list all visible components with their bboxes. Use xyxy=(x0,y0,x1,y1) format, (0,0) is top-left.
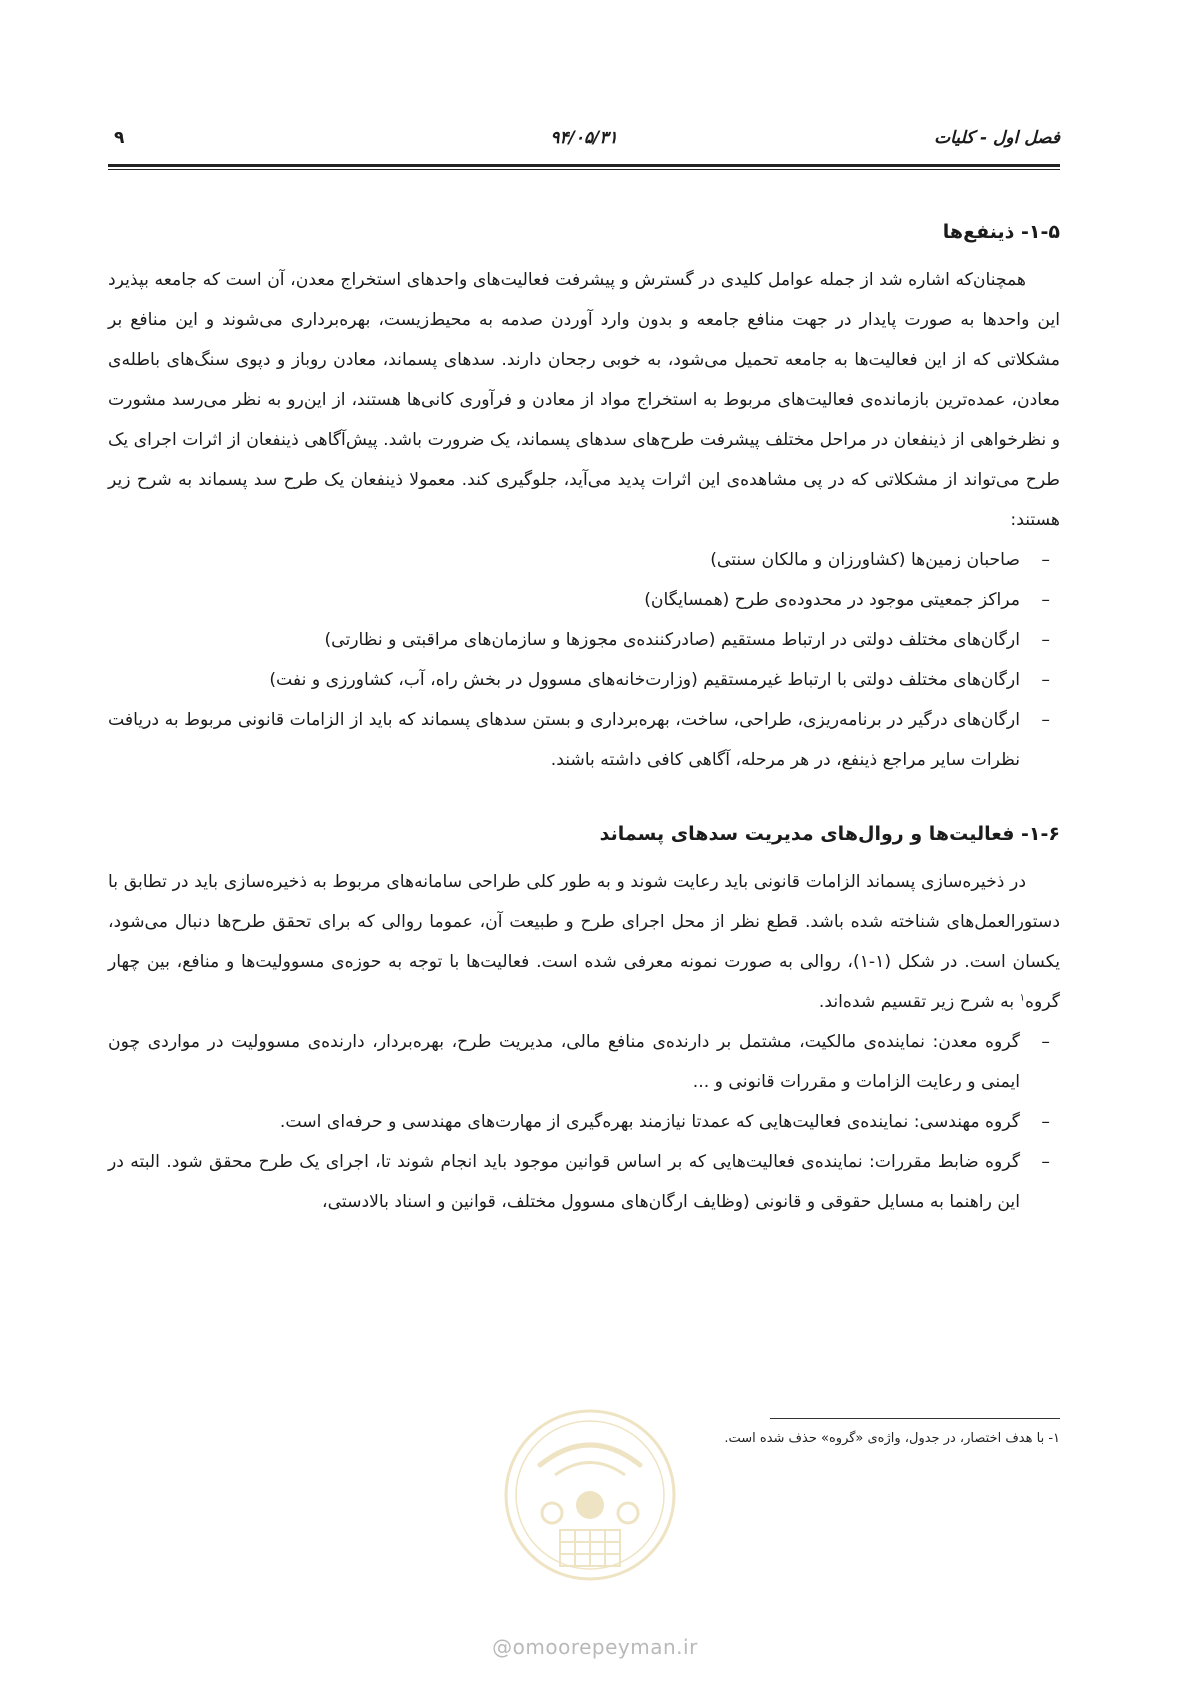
watermark-logo xyxy=(500,1405,680,1585)
dash-bullet: – xyxy=(1041,630,1050,650)
footnote-divider xyxy=(770,1418,1060,1419)
dash-bullet: – xyxy=(1041,670,1050,690)
section-title: ۱-۵- ذینفع‌ها xyxy=(942,221,1060,243)
group-list xyxy=(108,1022,1060,1222)
section-paragraph: در ذخیره‌سازی پسماند الزامات قانونی باید رعایت شوند و به طور کلی طراحی سامانه‌های مربوط به ذخیره‌سازی باید در تطابق با دستورالعمل‌های شناخته شده باشد. قطع نظر از محل اجرای طرح و طبیعت آن، عموما روالی که برای تحقق طرح‌ها دنبال می‌شود، یکسان است. در شکل (۱-۱)، روالی به صورت نمونه معرفی شده است. فعالیت‌ها با توجه به حوزه‌ی مسوولیت‌ها و منافع، بین چهار گروه$^۱$ به شرح زیر تقسیم شده‌اند. xyxy=(108,872,1060,1012)
page-content xyxy=(108,212,1060,1222)
dash-bullet: – xyxy=(1041,590,1050,610)
list-item: – گروه مهندسی: نماینده‌ی فعالیت‌هایی که عمدتا نیازمند بهره‌گیری از مهارت‌های مهندسی و حرفه‌ای است. xyxy=(108,1102,1060,1142)
list-item: – مراکز جمعیتی موجود در محدوده‌ی طرح (همسایگان) xyxy=(108,580,1060,620)
footnote: ۱- با هدف اختصار، در جدول، واژه‌ی «گروه» حذف شده است. xyxy=(724,1431,1060,1446)
header-divider xyxy=(108,164,1060,170)
header-date: ۹۴/۰۵/۳۱ xyxy=(550,128,618,148)
dash-bullet: – xyxy=(1041,1152,1050,1172)
list-item: – گروه معدن: نماینده‌ی مالکیت، مشتمل بر دارنده‌ی منافع مالی، مدیریت طرح، بهره‌بردار، دارنده‌ی مسوولیت در مواردی چون ایمنی و رعایت الزامات و مقررات قانونی و ... xyxy=(108,1022,1060,1102)
section-title: ۱-۶- فعالیت‌ها و روال‌های مدیریت سدهای پسماند xyxy=(599,823,1060,845)
list-item: – صاحبان زمین‌ها (کشاورزان و مالکان سنتی) xyxy=(108,540,1060,580)
dash-bullet: – xyxy=(1041,1032,1050,1052)
chapter-title: فصل اول - کلیات xyxy=(934,128,1060,148)
dash-bullet: – xyxy=(1041,1112,1050,1132)
list-item: – ارگان‌های مختلف دولتی با ارتباط غیرمستقیم (وزارت‌خانه‌های مسوول در بخش راه، آب، کشاورزی و نفت) xyxy=(108,660,1060,700)
list-item: – گروه ضابط مقررات: نماینده‌ی فعالیت‌هایی که بر اساس قوانین موجود باید انجام شوند تا، اجرای یک طرح محقق شود. البته در این راهنما به مسایل حقوقی و قانونی (وظایف ارگان‌های مسوول مختلف، قوانین و اسناد بالادستی، xyxy=(108,1142,1060,1222)
list-item: – ارگان‌های درگیر در برنامه‌ریزی، طراحی، ساخت، بهره‌برداری و بستن سدهای پسماند که باید از الزامات قانونی مربوط به دریافت نظرات سایر مراجع ذینفع، در هر مرحله، آگاهی کافی داشته باشند. xyxy=(108,700,1060,780)
stakeholder-list xyxy=(108,540,1060,780)
dash-bullet: – xyxy=(1041,550,1050,570)
section-paragraph: همچنان‌که اشاره شد از جمله عوامل کلیدی در گسترش و پیشرفت فعالیت‌های واحدهای استخراج معدن، آن است که جامعه بپذیرد این واحدها به صورت پایدار در جهت منافع جامعه و بدون وارد آوردن صدمه به محیط‌زیست، بهره‌برداری می‌شوند و این منافع بر مشکلاتی که از این فعالیت‌ها به جامعه تحمیل می‌شود، به خوبی رجحان دارند. سدهای پسماند، معادن روباز و دپوی سنگ‌های باطله‌ی معادن، عمده‌ترین بازمانده‌ی فعالیت‌های مربوط به استخراج مواد از معادن و فرآوری کانی‌ها هستند، از این‌رو به نظر می‌رسد مشورت و نظرخواهی از ذینفعان در مراحل مختلف پیشرفت طرح‌های سدهای پسماند، یک ضرورت باشد. پیش‌آگاهی ذینفعان از اثرات اجرای یک طرح می‌تواند از مشکلاتی که در پی مشاهده‌ی این اثرات پدید می‌آید، جلوگیری کند. معمولا ذینفعان یک طرح سد پسماند به شرح زیر هستند: xyxy=(108,270,1060,530)
section-activities xyxy=(108,814,1060,1222)
page-number: ۹ xyxy=(114,128,125,148)
section-stakeholders xyxy=(108,212,1060,780)
list-item: – ارگان‌های مختلف دولتی در ارتباط مستقیم (صادرکننده‌ی مجوزها و سازمان‌های مراقبتی و نظارتی) xyxy=(108,620,1060,660)
watermark-url: @omoorepeyman.ir xyxy=(492,1635,698,1659)
footnote-reference[interactable]: ۱ xyxy=(1019,992,1026,1004)
dash-bullet: – xyxy=(1041,710,1050,730)
page-header xyxy=(108,128,1060,156)
